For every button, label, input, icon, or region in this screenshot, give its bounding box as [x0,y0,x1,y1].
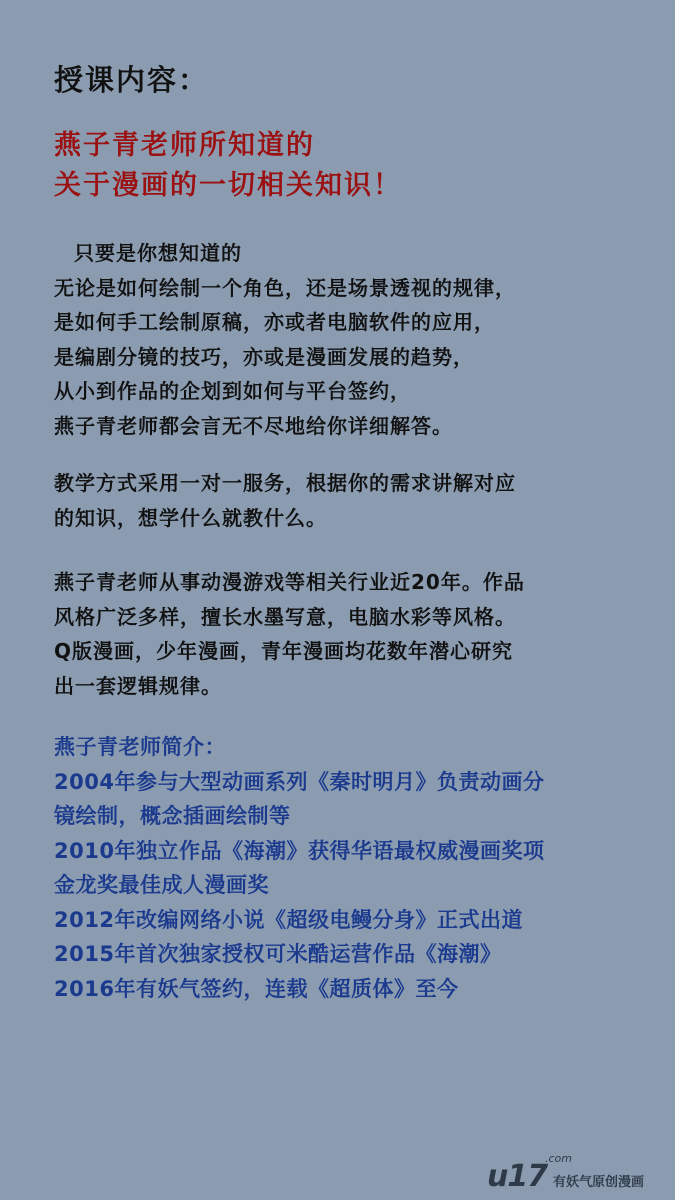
bio-line: 金龙奖最佳成人漫画奖 [54,873,269,897]
experience-line: 风格广泛多样，擅长水墨写意，电脑水彩等风格。 [54,604,516,629]
experience-line: 燕子青老师从事动漫游戏等相关行业近20年。作品 [54,570,525,594]
intro-line: 只要是你想知道的 [74,241,242,265]
bio-title: 燕子青老师简介： [54,735,226,759]
experience-line: 出一套逻辑规律。 [54,673,222,698]
bio-line: 镜绘制，概念插画绘制等 [54,804,291,828]
bio-line: 2004年参与大型动画系列《秦时明月》负责动画分 [54,769,545,794]
intro-line: 燕子青老师都会言无不尽地给你详细解答。 [54,413,453,438]
method-line: 教学方式采用一对一服务，根据你的需求讲解对应 [54,471,516,495]
experience-line: Q版漫画，少年漫画，青年漫画均花数年潜心研究 [54,639,514,663]
bio-line: 2015年首次独家授权可米酷运营作品《海潮》 [54,942,502,966]
watermark-domain: .com [545,1152,572,1165]
bio-section [54,730,544,1006]
method-paragraph [54,466,516,535]
u17-logo: u17 [487,1159,548,1194]
bio-line: 2016年有妖气签约，连载《超质体》至今 [54,976,459,1001]
section-heading: 授课内容： [54,63,210,97]
intro-line: 无论是如何绘制一个角色，还是场景透视的规律， [54,275,516,300]
intro-paragraph [54,236,516,443]
intro-line: 是编剧分镜的技巧，亦或是漫画发展的趋势， [54,344,474,369]
bio-line: 2010年独立作品《海潮》获得华语最权威漫画奖项 [54,838,545,863]
bio-line: 2012年改编网络小说《超级电鳗分身》正式出道 [54,907,523,932]
u17-watermark [487,1152,667,1194]
watermark-tagline: 有妖气原创漫画 [553,1175,645,1190]
intro-line: 是如何手工绘制原稿，亦或者电脑软件的应用， [54,310,495,334]
headline [54,126,402,206]
intro-line: 从小到作品的企划到如何与平台签约， [54,379,411,403]
experience-paragraph [54,565,525,703]
headline-line: 关于漫画的一切相关知识！ [54,170,402,201]
headline-line: 燕子青老师所知道的 [54,130,315,161]
method-line: 的知识，想学什么就教什么。 [54,505,327,530]
